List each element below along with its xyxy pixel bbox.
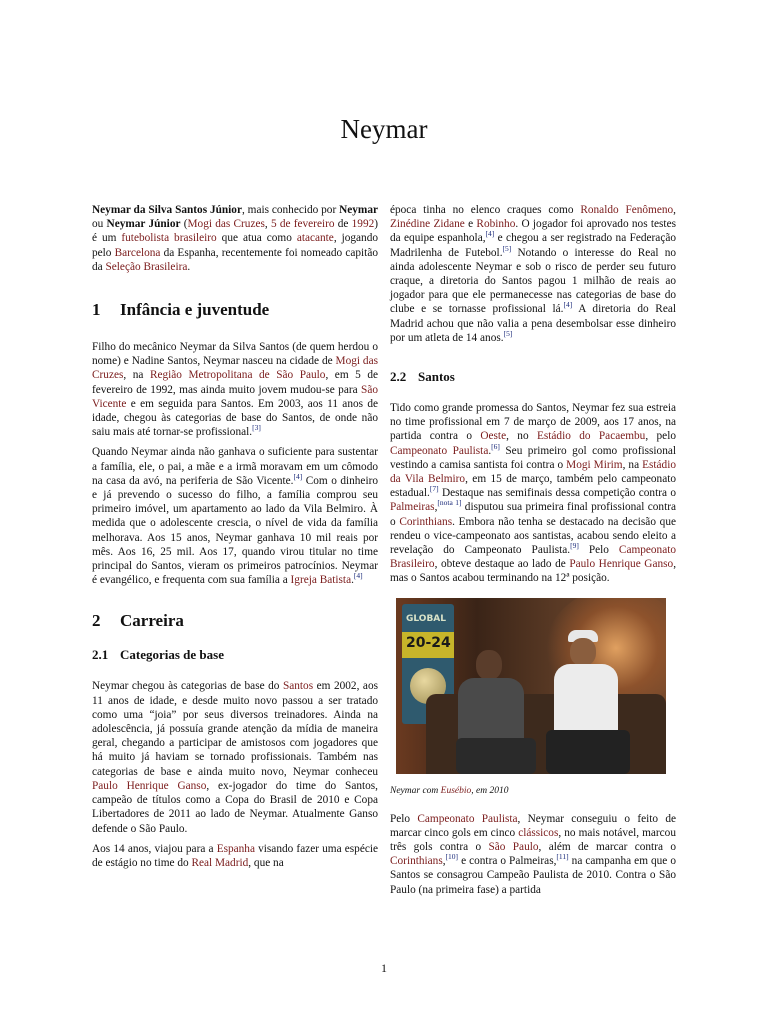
right-column xyxy=(390,203,676,903)
link-espanha[interactable]: Espanha xyxy=(216,842,255,855)
text: na campanha em que o Santos se consagrou Campeão Paulista de 2010. Contra o São Paulo (na primeira fase) a partida xyxy=(390,855,676,896)
reference-link[interactable]: [9] xyxy=(570,541,579,551)
link-sao-paulo[interactable]: São Paulo xyxy=(488,841,539,854)
link-corinthians[interactable]: Corinthians xyxy=(399,515,453,528)
text: Neymar chegou às categorias de base do xyxy=(92,680,283,693)
reference-link[interactable]: [3] xyxy=(252,423,261,433)
link-robinho[interactable]: Robinho xyxy=(476,218,516,231)
reference-link[interactable]: [7] xyxy=(429,484,439,494)
text: Aos 14 anos, viajou para a xyxy=(92,842,217,855)
reference-link[interactable]: [10] xyxy=(445,852,459,862)
text: , no xyxy=(506,430,537,443)
link-estadio-do-pacaembu[interactable]: Estádio do Pacaembu xyxy=(536,430,646,443)
section-number: 2.2 xyxy=(390,369,407,385)
text: visando fazer uma espécie de estágio no time do xyxy=(92,842,379,869)
text: . xyxy=(187,260,191,273)
text: Quando Neymar ainda não ganhava o suficiente para sustentar a família, ele, o pai, a mãe e a irmã moravam em um cômodo na casa da avó, na periferia de São Vicente. xyxy=(92,446,378,487)
text: ( xyxy=(180,218,188,231)
text: ou xyxy=(92,218,107,231)
page-title: Neymar xyxy=(340,114,428,144)
section-number: 2.1 xyxy=(92,647,109,663)
link-campeonato-paulista[interactable]: Campeonato Paulista xyxy=(417,812,518,825)
text: Notando o interesse do Real no ainda adolescente Neymar e sob o risco de perder seu futuro craque, a diretoria do Santos pagou 1 milhão de reais ao jogador para que ele permanecesse nas categorias de base do clube e se tornasse profissional lá. xyxy=(390,246,676,316)
person-left-legs xyxy=(456,738,536,774)
text: . xyxy=(351,574,354,587)
link-campeonato-brasileiro[interactable]: Campeonato Brasileiro xyxy=(390,544,677,571)
text: , na xyxy=(622,458,643,471)
text: Seu primeiro gol como profissional vestindo a camisa santista foi contra o xyxy=(390,444,676,471)
note-link[interactable]: [nota 1] xyxy=(437,498,462,508)
section-1-paragraph-1 xyxy=(92,340,378,439)
text: . O jogador foi aprovado nos testes da equipe espanhola, xyxy=(390,218,676,245)
text: , mas o Santos acabou terminando na 12ª posição. xyxy=(390,558,677,585)
link-mogi-mirim[interactable]: Mogi Mirim xyxy=(566,458,623,471)
link-paulo-henrique-ganso[interactable]: Paulo Henrique Ganso xyxy=(569,558,674,571)
text: Com o dinheiro e já prevendo o sucesso do filho, a família comprou seu primeiro imóvel, um apartamento ao lado da Vila Belmiro. À medida que o adolescente crescia, o nível de vida da família melhorava. Aos 15 anos, Neymar ganhava 10 mil reais por mês. Aos 16, 25 mil. Aos 17, quando virou titular no time principal do Santos, vieram os primeiros patrocínios. Neymar é evangélico, e frequenta com sua família a xyxy=(92,474,378,587)
text: e em seguida para Santos. Em 2003, aos 11 anos de idade, chegou às categorias de base do Santos, de onde não saiu mais até tornar-se profissional. xyxy=(92,397,378,439)
subject-alias: Neymar Júnior xyxy=(106,218,181,231)
link-mogi-das-cruzes[interactable]: Mogi das Cruzes xyxy=(187,218,265,231)
section-2-1-paragraph-1 xyxy=(92,679,378,835)
text: , xyxy=(673,204,676,216)
link-mogi-das-cruzes[interactable]: Mogi das Cruzes xyxy=(92,355,378,382)
link-palmeiras[interactable]: Palmeiras xyxy=(390,501,435,514)
text: Destaque nas semifinais dessa competição contra o xyxy=(438,487,676,500)
reference-link[interactable]: [4] xyxy=(563,300,573,310)
link-classicos[interactable]: clássicos xyxy=(518,826,559,839)
text: , em 15 de março, também pelo campeonato estadual. xyxy=(390,473,676,500)
person-right-legs xyxy=(546,730,630,774)
link-campeonato-paulista[interactable]: Campeonato Paulista xyxy=(390,444,489,457)
text: Pelo xyxy=(578,544,619,557)
text: disputou sua primeira final profissional contra o xyxy=(390,501,676,528)
section-2-2-heading xyxy=(390,369,676,385)
reference-link[interactable]: [6] xyxy=(491,441,500,451)
text: , em 2010 xyxy=(471,785,509,796)
text: , mais conhecido por xyxy=(241,204,340,216)
section-2-1-heading xyxy=(92,647,378,663)
link-oeste[interactable]: Oeste xyxy=(480,430,507,443)
text: , xyxy=(442,855,446,868)
text: época tinha no elenco craques como xyxy=(390,204,581,216)
section-1-paragraph-2 xyxy=(92,445,378,587)
text: , xyxy=(264,218,271,231)
text: . Embora não tenha se destacado na decisão que rendeu o vice-campeonato aos santistas, acabou sendo eleito a revelação do Campeonato Paulista. xyxy=(390,515,676,557)
text: de xyxy=(334,218,352,231)
link-igreja-batista[interactable]: Igreja Batista xyxy=(290,574,352,587)
section-1-heading xyxy=(92,300,378,320)
reference-link[interactable]: [11] xyxy=(556,852,569,862)
section-2-2-paragraph-1 xyxy=(390,401,676,586)
left-column xyxy=(92,203,378,876)
section-title: Categorias de base xyxy=(120,647,224,663)
text: e chegou a ser registrado na Federação Madrilenha de Futebol. xyxy=(390,232,676,259)
link-barcelona[interactable]: Barcelona xyxy=(114,246,161,259)
banner-text: GLOBAL xyxy=(406,613,447,624)
link-zidane[interactable]: Zinédine Zidane xyxy=(390,218,465,231)
link-eusebio[interactable]: Eusébio xyxy=(440,785,472,796)
photo-neymar-eusebio[interactable] xyxy=(396,598,666,774)
text: e contra o Palmeiras, xyxy=(458,855,557,868)
text: A diretoria do Real Madrid achou que não valia a pena desembolsar esse dinheiro por um atleta de 14 anos. xyxy=(390,303,676,344)
image-caption xyxy=(390,786,676,796)
person-left-body xyxy=(458,678,524,742)
text: Pelo xyxy=(390,812,418,825)
text: Filho do mecânico Neymar da Silva Santos (de quem herdou o nome) e Nadine Santos, Neymar nasceu na cidade de xyxy=(92,341,378,368)
section-title: Santos xyxy=(418,369,455,385)
text: ) é um xyxy=(92,218,379,245)
link-sao-vicente[interactable]: São Vicente xyxy=(92,383,378,410)
text: . xyxy=(488,444,492,457)
reference-link[interactable]: [4] xyxy=(293,472,303,482)
link-5-de-fevereiro[interactable]: 5 de fevereiro xyxy=(270,218,335,231)
person-right-body xyxy=(554,664,618,734)
banner-dates: 20-24 xyxy=(406,634,451,651)
text: , que na xyxy=(248,856,284,869)
link-futebolista-brasileiro[interactable]: futebolista brasileiro xyxy=(121,232,217,245)
link-selecao-brasileira[interactable]: Seleção Brasileira xyxy=(105,260,188,273)
link-santos[interactable]: Santos xyxy=(282,680,314,693)
link-real-madrid[interactable]: Real Madrid xyxy=(191,856,249,869)
section-title: Carreira xyxy=(120,611,184,631)
text: Neymar com xyxy=(390,785,441,796)
link-paulo-henrique-ganso[interactable]: Paulo Henrique Ganso xyxy=(92,779,207,792)
link-ronaldo[interactable]: Ronaldo Fenômeno xyxy=(580,204,674,216)
link-regiao-metropolitana[interactable]: Região Metropolitana de São Paulo xyxy=(149,369,326,382)
text: , xyxy=(434,501,438,514)
section-number: 2 xyxy=(92,611,101,631)
text: que atua como xyxy=(216,232,297,245)
section-title: Infância e juventude xyxy=(120,300,270,320)
text: , em 5 de fevereiro de 1992, mas ainda muito jovem mudou-se para xyxy=(92,369,378,396)
text: em 2002, aos 11 anos de idade, e desde muito novo passou a ser tratado como uma “joia” por seus diversos treinadores. Ainda na adolescência, já possuía grande atenção da mídia de maneira geral, chegando a participar de amistosos com jogadores que há muito já haviam se tornado profissionais. Também nas categorias de base e ainda muito novo, Neymar conheceu xyxy=(92,680,378,778)
intro-paragraph xyxy=(92,203,378,274)
text: , pelo xyxy=(645,430,676,443)
section-number: 1 xyxy=(92,300,101,320)
reference-link[interactable]: [5] xyxy=(502,243,512,253)
link-estadio-vila-belmiro[interactable]: Estádio da Vila Belmiro xyxy=(390,458,676,486)
section-2-2-paragraph-2 xyxy=(390,812,676,897)
text: , obteve destaque ao lado de xyxy=(434,558,570,571)
continued-paragraph xyxy=(390,203,676,345)
text: , na xyxy=(123,369,150,382)
subject-name: Neymar da Silva Santos Júnior xyxy=(92,204,242,216)
text: da Espanha, recentemente foi nomeado capitão da xyxy=(92,246,378,273)
text: , além de marcar contra o xyxy=(538,841,676,854)
reference-link[interactable]: [4] xyxy=(485,229,495,239)
text: Tido como grande promessa do Santos, Neymar fez sua estreia no time profissional em 7 de março de 2009, aos 17 anos, na partida contra o xyxy=(390,402,676,443)
text: , jogando pelo xyxy=(92,232,378,259)
text: , Neymar conseguiu o feito de marcar cinco gols em cinco xyxy=(390,812,676,839)
text: , ex-jogador do time do Santos, campeão de títulos como a Copa do Brasil de 2010 e Copa Libertadores de 2011 ao lado de Neymar. Atualmente Ganso defende o São Paulo. xyxy=(92,779,378,835)
link-atacante[interactable]: atacante xyxy=(296,232,334,245)
link-corinthians[interactable]: Corinthians xyxy=(390,855,443,868)
section-2-heading xyxy=(92,611,378,631)
text: , no mais notável, marcou três gols contra o xyxy=(390,826,676,854)
section-2-1-paragraph-2 xyxy=(92,842,378,870)
link-1992[interactable]: 1992 xyxy=(351,218,375,231)
page-number: 1 xyxy=(381,961,387,975)
subject-alias: Neymar xyxy=(339,204,378,216)
person-right-head xyxy=(570,638,596,666)
person-left-head xyxy=(476,650,502,680)
text: e xyxy=(464,218,477,231)
reference-link[interactable]: [5] xyxy=(503,329,513,339)
reference-link[interactable]: [4] xyxy=(353,571,363,581)
